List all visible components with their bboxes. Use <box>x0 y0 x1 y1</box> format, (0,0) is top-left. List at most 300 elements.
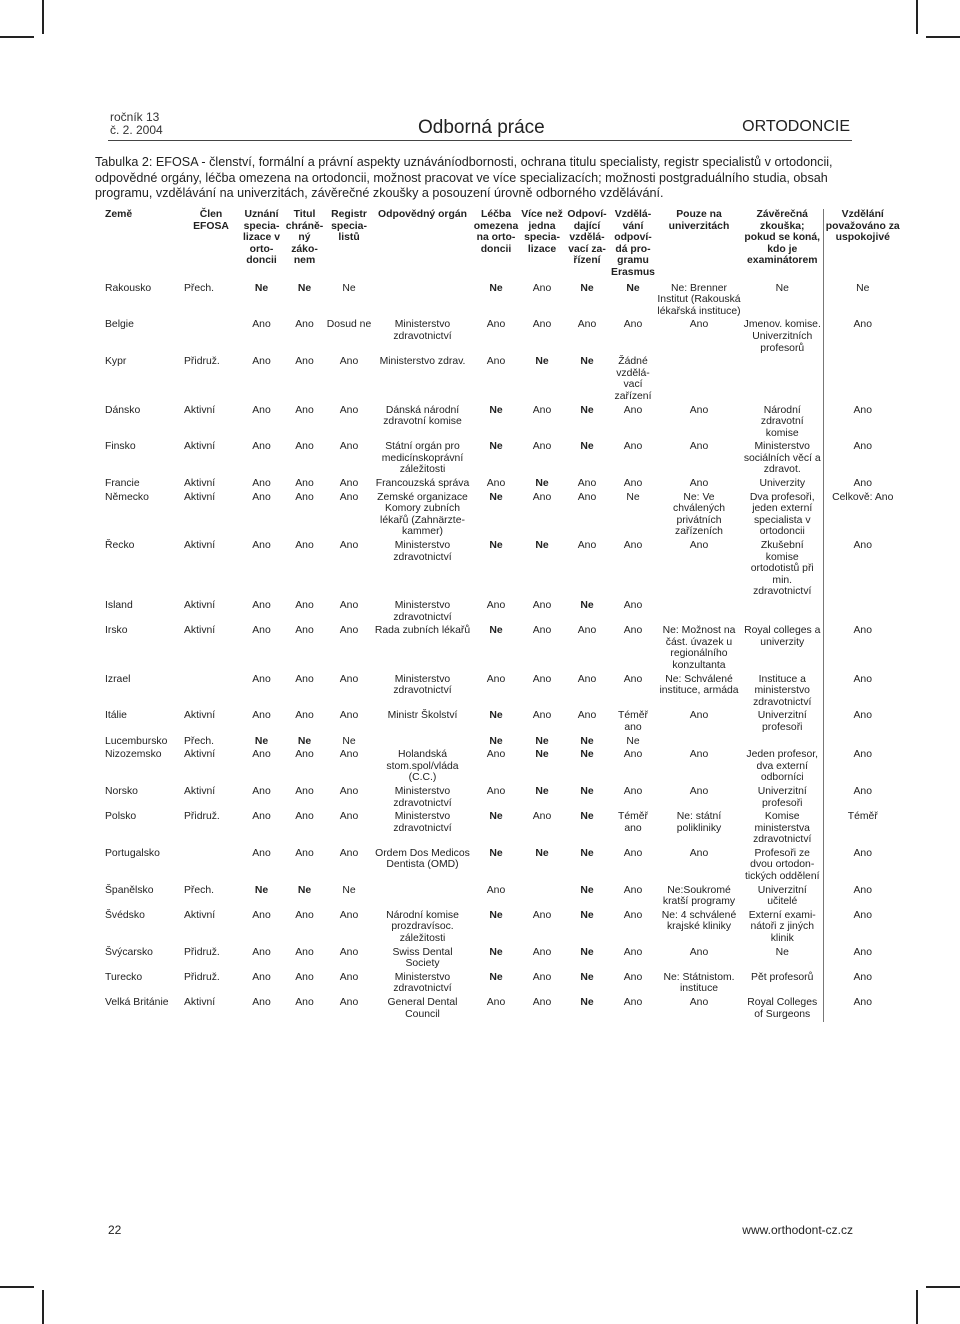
table-cell: Ne <box>489 909 503 921</box>
table-cell: Ne <box>823 283 902 320</box>
table-row <box>104 356 902 404</box>
table-cell: Ano <box>577 478 597 490</box>
table-cell: Ministerstvo zdravotnictví <box>393 785 452 809</box>
table-row <box>104 885 902 910</box>
table-cell: Univerzitní učitelé <box>757 884 807 908</box>
table-cell <box>183 848 239 885</box>
table-cell: Ano <box>689 785 709 797</box>
table-cell: Přidruž. <box>184 356 220 368</box>
column-header: Pouze na univerzitách <box>668 209 730 232</box>
table-cell: Ano <box>577 319 597 331</box>
table-cell: Ordem Dos Medicos Dentista (OMD) <box>375 847 470 871</box>
table-row <box>104 600 902 625</box>
table-cell: Ne <box>254 282 269 294</box>
table-cell: Ano <box>623 749 643 761</box>
crop-mark <box>0 36 34 38</box>
table-cell: Ano <box>623 971 643 983</box>
table-cell: Ne <box>489 735 503 747</box>
table-cell: Ne <box>535 847 549 859</box>
table-cell: Ne <box>580 735 594 747</box>
table-cell: Externí examinátoři z jiných klinik <box>748 909 816 945</box>
table-cell: Ministerstvo zdravotnictví <box>393 540 452 563</box>
table-cell <box>520 885 564 910</box>
table-cell: Ano <box>295 540 314 552</box>
country-cell: Kypr <box>105 356 127 368</box>
country-cell: Finsko <box>105 441 136 453</box>
table-cell: Ano <box>252 710 271 722</box>
country-cell: Rakousko <box>105 282 152 294</box>
table-row <box>104 997 902 1022</box>
table-cell: Ano <box>623 673 643 685</box>
table-cell: Ano <box>252 491 271 503</box>
table-cell: Ne <box>489 540 503 552</box>
table-cell: Profesoři ze dvou ortodontických oddělení <box>744 847 820 883</box>
table-cell <box>823 736 902 750</box>
table-cell: Přidruž. <box>184 811 220 823</box>
table-cell: Univerzitní profesoři <box>757 710 807 733</box>
table-cell: Ne <box>489 946 503 958</box>
table-cell: Ne <box>580 356 594 368</box>
table-cell: Ano <box>252 404 271 416</box>
table-cell: Ano <box>689 540 709 552</box>
table-cell: Jmenov. komise. Univerzitních profesorů <box>743 319 821 354</box>
table-cell: Ne <box>342 282 356 294</box>
column-header: Závěrečná zkouška; pokud se koná, kdo je examinátorem <box>744 209 821 267</box>
table-row <box>104 786 902 811</box>
table-row <box>104 492 902 540</box>
table-cell: Ano <box>577 540 597 552</box>
table-cell: Aktivní <box>184 404 216 416</box>
table-row <box>104 910 902 947</box>
table-cell: Ano <box>295 710 314 722</box>
table-cell: Ano <box>252 478 271 490</box>
table-cell: Ne <box>580 811 594 823</box>
crop-mark <box>916 1290 918 1324</box>
table-cell: Ano <box>339 997 359 1008</box>
table-cell: Francouzská správa <box>375 478 470 490</box>
table-cell: Ano <box>532 282 552 294</box>
table-cell: Ano <box>252 319 271 331</box>
table-cell: Ano <box>252 673 271 685</box>
country-cell: Itálie <box>105 710 127 722</box>
table-cell: Ano <box>252 946 271 958</box>
table-cell: Ano <box>532 811 552 823</box>
table-cell: Jeden profesor, dva externí odborníci <box>746 749 819 784</box>
table-cell <box>656 600 742 625</box>
table-cell: Ano <box>339 491 359 503</box>
table-cell: Ano <box>252 600 271 611</box>
column-header: Více než jedna specializace <box>521 209 563 255</box>
table-row <box>104 319 902 356</box>
country-cell: Lucembursko <box>105 735 168 747</box>
table-cell: Ano <box>339 478 359 490</box>
table-cell: Instituce a ministerstvo zdravotnictví <box>753 673 812 708</box>
table-cell: Ano <box>339 673 359 685</box>
table-row <box>104 972 902 997</box>
table-cell: Ano <box>577 625 597 637</box>
table-cell: Ano <box>532 600 552 611</box>
table-cell: Ministr Školství <box>387 710 458 722</box>
table-cell: Ano <box>532 319 552 331</box>
table-cell: Ano <box>823 674 902 711</box>
table-cell: Ano <box>339 540 359 552</box>
table-cell: Zemské organizace Komory zubních lékařů (Zahnärztekammer) <box>377 491 468 538</box>
table-cell <box>823 600 902 625</box>
table-cell: Ano <box>823 786 902 811</box>
table-cell: Ne: státní polikliniky <box>676 811 722 834</box>
table-cell: Ano <box>252 847 271 859</box>
table-cell: Ano <box>295 319 314 331</box>
table-cell: Ano <box>295 909 314 921</box>
table-cell: Ano <box>623 600 643 611</box>
country-cell: Turecko <box>105 971 143 983</box>
table-cell: Ano <box>252 971 271 983</box>
table-cell: Ne <box>489 491 503 503</box>
country-cell: Polsko <box>105 811 137 823</box>
journal-name: ORTODONCIE <box>742 118 850 135</box>
table-cell: Aktivní <box>184 540 216 552</box>
table-cell: Téměř <box>823 811 902 848</box>
table-cell: Ano <box>339 356 359 368</box>
table-cell: Ne <box>580 946 594 958</box>
table-cell <box>656 736 742 750</box>
country-cell: Norsko <box>105 785 138 797</box>
table-cell: Ano <box>295 478 314 490</box>
table-cell: Ano <box>339 710 359 722</box>
table-cell: Ne <box>626 491 640 503</box>
table-cell: Ano <box>486 478 506 490</box>
table-cell: Ano <box>532 491 552 503</box>
table-cell: Ano <box>689 441 709 453</box>
table-cell: Royal Colleges of Surgeons <box>747 997 818 1020</box>
table-cell: Univerzity <box>759 478 806 490</box>
table-cell: Ano <box>623 625 643 637</box>
table-cell: Ano <box>623 478 643 490</box>
table-body <box>104 283 902 1023</box>
table-row <box>104 283 902 320</box>
table-row <box>104 441 902 478</box>
table-cell: Ne <box>489 971 503 983</box>
crop-mark <box>926 36 960 38</box>
table-cell: Ne <box>580 404 594 416</box>
table-cell: Ano <box>823 848 902 885</box>
table-cell <box>373 885 472 910</box>
column-header: Odpovídající vzdělávací zařízení <box>567 209 607 267</box>
table-row <box>104 478 902 492</box>
table-cell: Aktivní <box>184 600 216 611</box>
table-cell: Ano <box>252 441 271 453</box>
table-cell: Ano <box>339 441 359 453</box>
table-cell: Ano <box>823 997 902 1022</box>
country-cell: Řecko <box>105 540 135 552</box>
table-cell: Ne <box>489 847 503 859</box>
table-cell: Ano <box>823 405 902 442</box>
table-cell: Ministerstvo zdravotnictví <box>393 673 452 697</box>
table-cell: Ano <box>532 673 552 685</box>
table-cell: Ne <box>489 441 503 453</box>
table-cell: Ano <box>689 478 709 490</box>
table-cell: Ano <box>577 491 597 503</box>
table-cell: Ne <box>489 710 503 722</box>
table-cell: Téměř ano <box>617 811 649 834</box>
country-cell: Německo <box>105 491 149 503</box>
table-cell: Dánská národní zdravotní komise <box>383 404 462 428</box>
table-cell: Ano <box>823 540 902 600</box>
table-cell: Aktivní <box>184 785 216 797</box>
table-cell: Rada zubních lékařů <box>374 625 471 637</box>
table-cell: Dosud ne <box>326 319 372 331</box>
table-cell: Ano <box>823 710 902 735</box>
table-cell: Ne: Ve chválených privátních zařízeních <box>673 491 725 538</box>
table-cell <box>742 736 823 750</box>
table-cell: Ano <box>252 785 271 797</box>
table-cell: Univerzitní profesoři <box>757 785 807 809</box>
volume-label: ročník 13 <box>110 110 160 124</box>
table-cell: Národní komise prozdravísoc. záležitosti <box>386 909 459 945</box>
table-cell: Ano <box>339 600 359 611</box>
country-cell: Dánsko <box>105 404 141 416</box>
country-cell: Portugalsko <box>105 847 160 859</box>
table-cell: Ano <box>623 847 643 859</box>
table-row <box>104 848 902 885</box>
table-cell <box>183 674 239 711</box>
table-cell: Ano <box>295 811 314 823</box>
table-cell: Dva profesoři, jeden externí specialista v ortodoncii <box>749 491 815 538</box>
table-cell: Celkově: Ano <box>823 492 902 540</box>
table-cell: Holandská stom.spol/vláda (C.C.) <box>386 749 459 784</box>
table-cell: Ano <box>339 404 359 416</box>
table-cell: Aktivní <box>184 909 216 921</box>
table-cell: Ano <box>823 478 902 492</box>
table-cell: Ano <box>532 441 552 453</box>
table-cell: Ano <box>689 319 709 331</box>
table-cell: Téměř ano <box>617 710 649 733</box>
table-header-row <box>104 209 902 283</box>
issue-info <box>110 111 163 137</box>
table-cell: Ne <box>535 356 549 368</box>
table-cell: Ne <box>342 735 356 747</box>
table-cell: Ano <box>623 441 643 453</box>
table-cell: Ano <box>689 710 709 722</box>
table-cell: Ne <box>580 600 594 611</box>
table-cell <box>373 736 472 750</box>
table-cell: Ne <box>580 282 594 294</box>
table-cell: Komise ministerstva zdravotnictví <box>753 811 812 846</box>
table-cell: Ano <box>339 625 359 637</box>
table-cell: Ano <box>823 441 902 478</box>
crop-mark <box>42 0 44 34</box>
table-cell: Ne <box>489 404 503 416</box>
table-cell: Ano <box>823 749 902 786</box>
country-cell: Irsko <box>105 625 128 637</box>
efosa-table <box>104 209 902 1022</box>
table-cell: Přech. <box>184 735 215 747</box>
table-cell: General Dental Council <box>387 997 458 1020</box>
table-cell: Ano <box>532 625 552 637</box>
table-cell: Ne <box>297 884 312 896</box>
table-cell: Přidruž. <box>184 971 220 983</box>
table-cell <box>656 356 742 404</box>
table-cell: Ne <box>626 735 640 747</box>
table-cell: Ne: Státnistom. instituce <box>663 971 735 995</box>
table-cell: Ano <box>823 910 902 947</box>
column-header: Vzdělávání odpovídá programu Erasmus <box>611 209 655 278</box>
table-cell <box>183 319 239 356</box>
table-cell: Ano <box>532 997 552 1008</box>
table-cell: Ano <box>577 710 597 722</box>
table-cell: Ano <box>252 909 271 921</box>
table-cell: Ano <box>823 972 902 997</box>
table-cell: Aktivní <box>184 625 216 637</box>
table-cell: Aktivní <box>184 478 216 490</box>
table-cell: Ano <box>532 710 552 722</box>
table-cell: Ano <box>486 600 506 611</box>
table-cell: Zkušební komise ortodotistů při min. zdravotnictví <box>750 540 814 598</box>
table-row <box>104 811 902 848</box>
country-cell: Španělsko <box>105 884 154 896</box>
table-cell: Ne <box>254 735 269 747</box>
column-header: Titul chráněný zákonem <box>285 209 324 267</box>
table-cell: Aktivní <box>184 491 216 503</box>
table-cell: Ano <box>339 971 359 983</box>
country-cell: Velká Británie <box>105 997 169 1008</box>
table-cell: Ano <box>295 971 314 983</box>
table-row <box>104 674 902 711</box>
table-cell: Ano <box>532 971 552 983</box>
table-cell <box>823 356 902 404</box>
table-cell: Ne <box>580 847 594 859</box>
table-cell: Ne: Schválené instituce, armáda <box>659 673 739 697</box>
table-cell: Ne <box>535 478 549 490</box>
country-cell: Francie <box>105 478 140 490</box>
crop-mark <box>42 1290 44 1324</box>
table-cell: Ministerstvo zdravotnictví <box>393 319 452 342</box>
country-cell: Island <box>105 600 133 611</box>
table-row <box>104 736 902 750</box>
table-cell: Ano <box>823 947 902 972</box>
table-row <box>104 405 902 442</box>
issue-label: č. 2. 2004 <box>110 123 163 137</box>
table-cell: Ano <box>252 540 271 552</box>
table-cell: Přech. <box>184 884 215 896</box>
table-cell: Ne <box>489 625 503 637</box>
table-row <box>104 947 902 972</box>
table-cell: Ano <box>295 600 314 611</box>
country-cell: Švýcarsko <box>105 946 153 958</box>
table-cell: Swiss Dental Society <box>392 946 453 970</box>
table-cell: Ano <box>623 997 643 1008</box>
table-cell: Ano <box>295 673 314 685</box>
table-cell: Ano <box>339 946 359 958</box>
table-cell: Ano <box>823 885 902 910</box>
table-cell: Ne <box>535 540 549 552</box>
table-cell: Ministerstvo zdravotnictví <box>393 811 452 834</box>
table-row <box>104 710 902 735</box>
table-cell: Národní zdravotní komise <box>760 404 804 439</box>
table-cell: Ano <box>339 811 359 823</box>
table-row <box>104 625 902 673</box>
table-cell: Ano <box>623 540 643 552</box>
table-cell: Ne <box>535 785 549 797</box>
table-cell: Ano <box>339 847 359 859</box>
table-cell: Pět profesorů <box>751 971 814 983</box>
table-cell: Ne <box>254 884 269 896</box>
table-cell: Ne: Brenner Institut (Rakouská lékařská instituce) <box>657 282 741 317</box>
column-header: Země <box>105 209 133 220</box>
table-cell: Ano <box>577 673 597 685</box>
table-cell: Ne <box>580 971 594 983</box>
table-cell: Ano <box>295 441 314 453</box>
table-cell: Ne:Soukromé kratší programy <box>662 884 736 908</box>
table-cell: Ne <box>775 282 789 294</box>
page-number: 22 <box>108 1223 122 1237</box>
website-link[interactable]: www.orthodont-cz.cz <box>742 1223 853 1237</box>
table-cell: Ne <box>580 749 594 761</box>
table-cell: Ministerstvo sociálních věcí a zdravot. <box>743 441 821 476</box>
table-cell: Ne <box>580 909 594 921</box>
table-cell: Ano <box>689 997 709 1008</box>
table-cell: Ano <box>486 356 506 368</box>
crop-mark <box>0 1286 34 1288</box>
crop-mark <box>916 0 918 34</box>
table-cell: Ano <box>252 356 271 368</box>
table-cell: Ne <box>775 946 789 958</box>
column-header: Vzdělání považováno za uspokojivé <box>823 209 902 283</box>
country-cell: Švédsko <box>105 909 145 921</box>
table-cell: Ne <box>626 282 640 294</box>
crop-mark <box>926 1286 960 1288</box>
table-cell: Ano <box>486 319 506 331</box>
table-cell: Ano <box>689 404 709 416</box>
country-cell: Belgie <box>105 319 134 331</box>
table-cell: Ano <box>486 749 506 761</box>
table-cell: Ne <box>342 884 356 896</box>
table-cell: Ano <box>623 319 643 331</box>
table-cell: Ano <box>295 946 314 958</box>
table-cell: Žádné vzdělávací zařízení <box>614 356 652 402</box>
table-cell: Ano <box>623 884 643 896</box>
table-cell: Ano <box>623 404 643 416</box>
table-cell: Přech. <box>184 282 215 294</box>
table-cell: Ne <box>580 997 594 1008</box>
table-cell: Ne <box>489 282 503 294</box>
table-cell: Ano <box>252 997 271 1008</box>
column-header: Léčba omezena na ortodoncii <box>473 209 519 255</box>
table-caption: Tabulka 2: EFOSA - členství, formální a právní aspekty uznáváníodbornosti, ochrana titulu specialisty, registr specialistů v ortodoncii, odpovědné orgány, léčba omezena na ortodoncii, možnost pracovat ve více specializacích; možnosti postgraduálního studia, obsah programu, vzdělávání na univerzitách, závěrečné zkoušky a posouzení úrovně odborného vzdělávání. <box>95 155 833 200</box>
table-cell: Ano <box>623 909 643 921</box>
column-header: Registr specialistů <box>331 209 367 244</box>
table-cell: Ano <box>295 749 314 761</box>
table-cell: Aktivní <box>184 749 216 761</box>
table-cell: Ano <box>486 785 506 797</box>
table-cell: Ministerstvo zdravotnictví <box>393 971 452 995</box>
table-cell: Státní orgán pro medicínskoprávní záležitosti <box>381 441 464 476</box>
table-cell: Ano <box>295 356 314 368</box>
table-row <box>104 540 902 600</box>
table-cell: Ministerstvo zdrav. <box>379 356 466 368</box>
section-title: Odborná práce <box>418 117 545 138</box>
country-cell: Nizozemsko <box>105 749 162 761</box>
table-cell: Aktivní <box>184 710 216 722</box>
table-cell: Ministerstvo zdravotnictví <box>393 600 452 623</box>
country-cell: Izrael <box>105 673 131 685</box>
table-cell: Ne <box>580 884 594 896</box>
column-header: Člen EFOSA <box>193 209 229 232</box>
table-cell: Ne: Možnost na část. úvazek u regionálního konzultanta <box>662 625 736 671</box>
table-cell: Ano <box>295 785 314 797</box>
table-cell: Ano <box>623 785 643 797</box>
table-cell: Ano <box>252 625 271 637</box>
